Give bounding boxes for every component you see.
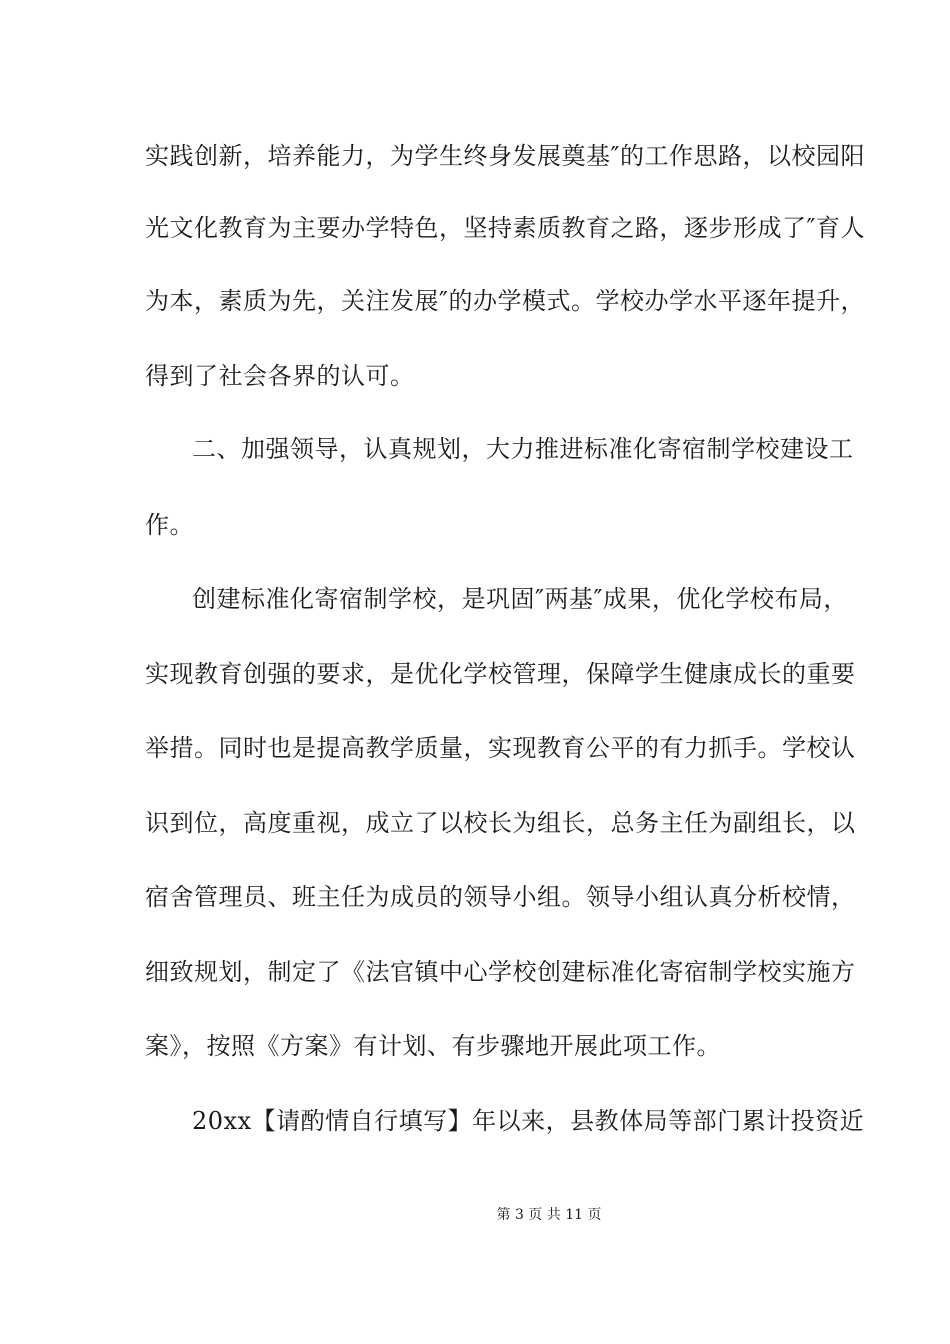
paragraph-line: 实现教育创强的要求，是优化学校管理，保障学生健康成长的重要 xyxy=(145,660,856,688)
section-heading-line: 二、加强领导，认真规划，大力推进标准化寄宿制学校建设工 xyxy=(192,435,854,463)
section-heading-line: 作。 xyxy=(145,511,194,539)
paragraph-line: 20xx【请酌情自行填写】年以来，县教体局等部门累计投资近 xyxy=(192,1107,865,1135)
paragraph-line: 创建标准化寄宿制学校，是巩固″两基″成果，优化学校布局， xyxy=(192,585,848,613)
paragraph-line: 举措。同时也是提高教学质量，实现教育公平的有力抓手。学校认 xyxy=(145,734,856,762)
paragraph-line: 识到位，高度重视，成立了以校长为组长，总务主任为副组长，以 xyxy=(145,809,856,837)
paragraph-line: 实践创新，培养能力，为学生终身发展奠基″的工作思路，以校园阳 xyxy=(145,142,865,170)
paragraph-line: 宿舍管理员、班主任为成员的领导小组。领导小组认真分析校情， xyxy=(145,883,856,911)
paragraph-line: 光文化教育为主要办学特色，坚持素质教育之路，逐步形成了″育人 xyxy=(145,214,865,242)
page-number-footer: 第 3 页 共 11 页 xyxy=(496,1207,602,1223)
paragraph-line: 为本，素质为先，关注发展″的办学模式。学校办学水平逐年提升， xyxy=(145,287,865,315)
paragraph-line: 细致规划，制定了《法官镇中心学校创建标准化寄宿制学校实施方 xyxy=(145,958,856,986)
paragraph-line: 案》，按照《方案》有计划、有步骤地开展此项工作。 xyxy=(145,1032,721,1060)
paragraph-line: 得到了社会各界的认可。 xyxy=(145,362,415,390)
